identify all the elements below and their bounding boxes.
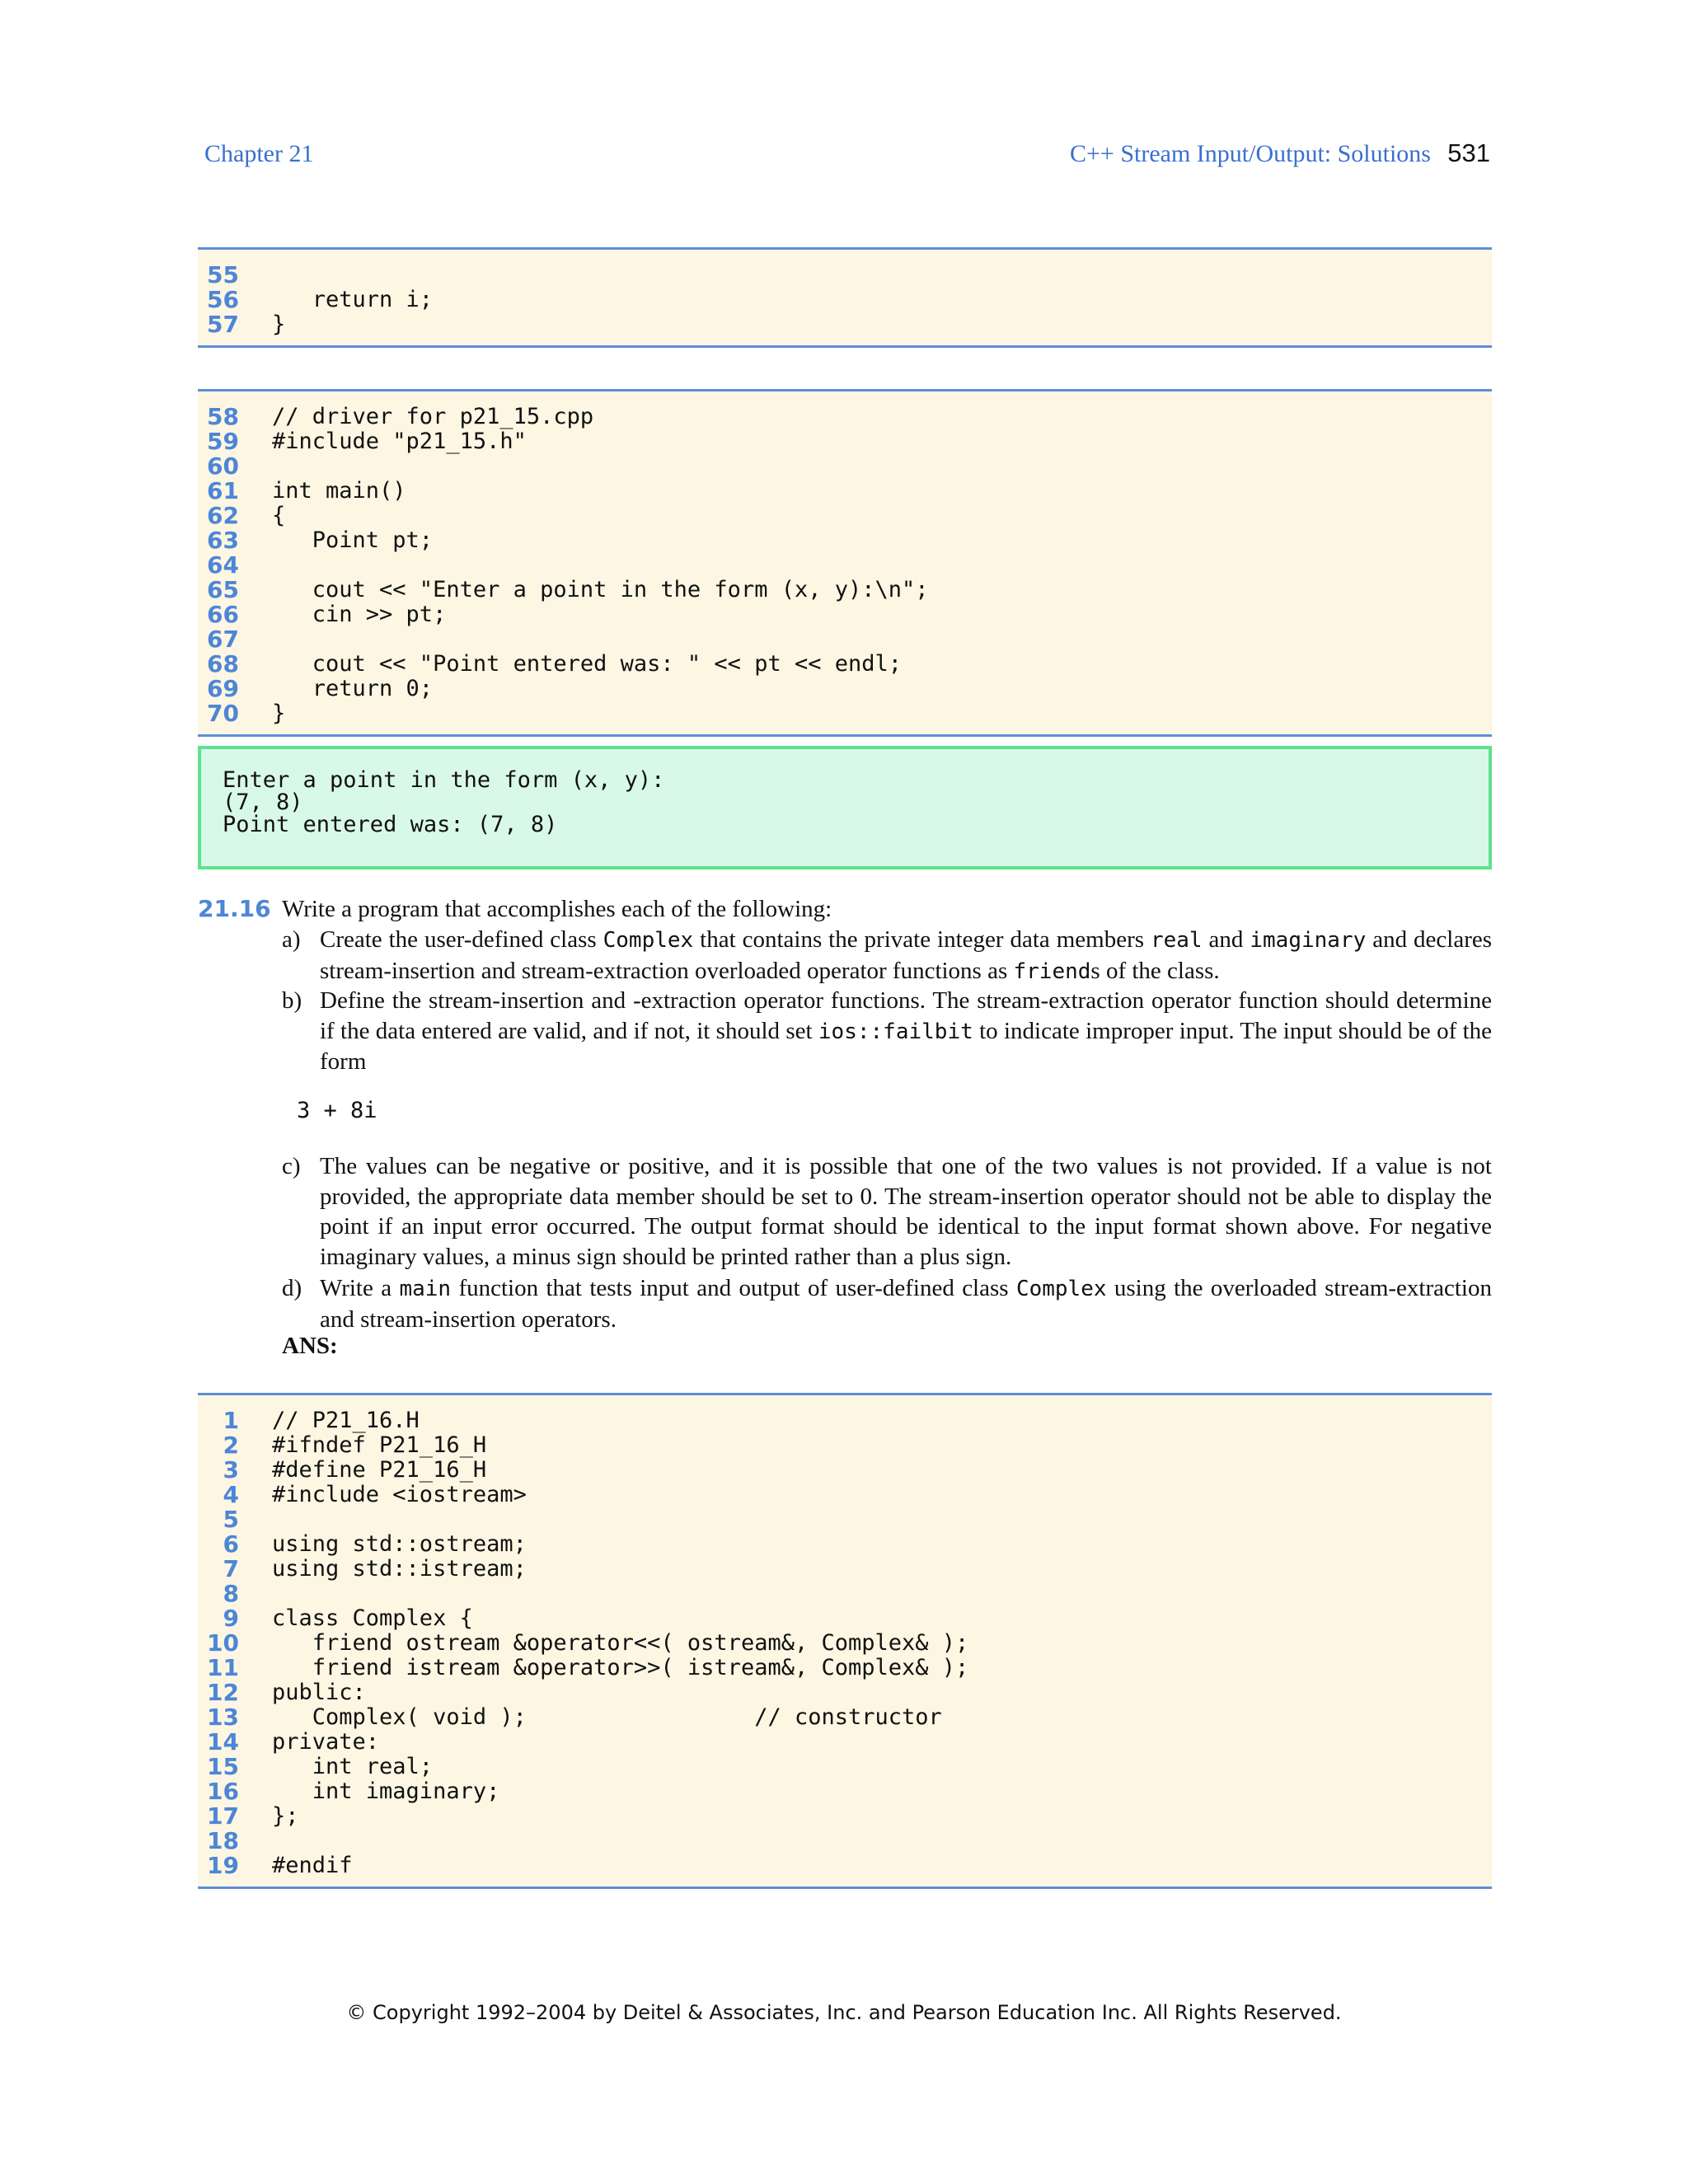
code-line bbox=[198, 578, 1492, 602]
code-listing-end-of-function bbox=[198, 247, 1492, 348]
code-listing-header-file bbox=[198, 1393, 1492, 1889]
item-text: The values can be negative or positive, and it is possible that one of the two values is not provided. If a value is not provided, the appropriate data member should be set to 0. The stream-insertion operator should not be able to display the point if an input error occurred. The output format should be identical to the input format shown above. For negative imaginary values, a minus sign should be printed rather than a plus sign. bbox=[320, 1153, 1492, 1270]
code-text: int imaginary; bbox=[272, 1779, 500, 1804]
output-line: Enter a point in the form (x, y): bbox=[223, 767, 665, 793]
line-number: 69 bbox=[207, 675, 239, 702]
line-number: 65 bbox=[207, 576, 239, 603]
line-number: 16 bbox=[207, 1778, 239, 1805]
line-number: 59 bbox=[207, 428, 239, 455]
line-number: 57 bbox=[207, 311, 239, 338]
line-number: 7 bbox=[223, 1555, 239, 1582]
chapter-label: Chapter 21 bbox=[204, 140, 314, 167]
code-line bbox=[198, 1730, 1492, 1755]
code-text: #define P21_16_H bbox=[272, 1457, 487, 1483]
code-text: #ifndef P21_16_H bbox=[272, 1432, 487, 1458]
item-letter: a) bbox=[282, 926, 301, 953]
line-number: 55 bbox=[207, 261, 239, 288]
code-line bbox=[198, 479, 1492, 504]
code-text: // driver for p21_15.cpp bbox=[272, 404, 594, 429]
code-text: return i; bbox=[272, 287, 434, 312]
line-number: 62 bbox=[207, 502, 239, 529]
line-number: 67 bbox=[207, 626, 239, 653]
line-number: 56 bbox=[207, 286, 239, 313]
code-line bbox=[198, 1408, 1492, 1433]
code-text: Point pt; bbox=[272, 527, 434, 553]
code-listing-driver bbox=[198, 389, 1492, 737]
code-line bbox=[198, 504, 1492, 528]
code-line bbox=[198, 627, 1492, 652]
code-line bbox=[198, 1854, 1492, 1878]
code-text: return 0; bbox=[272, 676, 434, 701]
code-line bbox=[198, 677, 1492, 701]
exercise-lead: Write a program that accomplishes each of the following: bbox=[282, 896, 832, 922]
code-line bbox=[198, 553, 1492, 578]
line-number: 8 bbox=[223, 1580, 239, 1607]
output-line: Point entered was: (7, 8) bbox=[223, 812, 558, 837]
code-line bbox=[198, 652, 1492, 677]
line-number: 15 bbox=[207, 1753, 239, 1780]
line-number: 3 bbox=[223, 1456, 239, 1483]
code-line bbox=[198, 1779, 1492, 1804]
program-output bbox=[198, 746, 1492, 869]
page-number: 531 bbox=[1447, 138, 1490, 167]
line-number: 58 bbox=[207, 403, 239, 430]
line-number: 17 bbox=[207, 1802, 239, 1830]
copyright-footer: © Copyright 1992–2004 by Deitel & Associates, Inc. and Pearson Education Inc. All Rights Reserved. bbox=[346, 2001, 1342, 2024]
code-text: cout << "Point entered was: " << pt << endl; bbox=[272, 651, 903, 677]
exercise-number: 21.16 bbox=[198, 895, 271, 922]
line-number: 64 bbox=[207, 551, 239, 579]
running-head bbox=[204, 140, 1490, 176]
code-line bbox=[198, 701, 1492, 726]
code-line bbox=[198, 454, 1492, 479]
code-line bbox=[198, 1804, 1492, 1829]
line-number: 68 bbox=[207, 650, 239, 677]
line-number: 63 bbox=[207, 527, 239, 554]
code-text: #endif bbox=[272, 1853, 353, 1878]
code-line bbox=[198, 1656, 1492, 1680]
code-text: #include <iostream> bbox=[272, 1482, 527, 1507]
line-number: 19 bbox=[207, 1852, 239, 1879]
line-number: 14 bbox=[207, 1728, 239, 1755]
item-letter: b) bbox=[282, 987, 302, 1014]
line-number: 10 bbox=[207, 1629, 239, 1657]
code-text: using std::istream; bbox=[272, 1556, 527, 1582]
item-text: Write a main function that tests input and output of user-defined class Complex using the overloaded stream-extraction and stream-insertion operators. bbox=[320, 1275, 1492, 1333]
line-number: 1 bbox=[223, 1407, 239, 1434]
code-text: }; bbox=[272, 1803, 299, 1829]
item-text: Create the user-defined class Complex that contains the private integer data members real and imaginary and declares stream-insertion and stream-extraction overloaded operator functions as friends of the class. bbox=[320, 926, 1493, 984]
code-text: int main() bbox=[272, 478, 406, 504]
line-number: 6 bbox=[223, 1530, 239, 1558]
output-line: (7, 8) bbox=[223, 790, 303, 815]
line-number: 4 bbox=[223, 1481, 239, 1508]
code-text: friend istream &operator>>( istream&, Complex& ); bbox=[272, 1655, 969, 1680]
code-line bbox=[198, 1458, 1492, 1483]
code-text: class Complex { bbox=[272, 1605, 473, 1631]
code-line bbox=[198, 1582, 1492, 1606]
code-line bbox=[198, 1631, 1492, 1656]
code-line bbox=[198, 1829, 1492, 1854]
code-line bbox=[198, 1606, 1492, 1631]
code-line bbox=[198, 1532, 1492, 1557]
code-line bbox=[198, 1507, 1492, 1532]
example-input: 3 + 8i bbox=[297, 1098, 377, 1123]
code-text: private: bbox=[272, 1729, 380, 1755]
code-line bbox=[198, 429, 1492, 454]
code-text: friend ostream &operator<<( ostream&, Complex& ); bbox=[272, 1630, 969, 1656]
item-text: Define the stream-insertion and -extraction operator functions. The stream-extraction operator function should determine if the data entered are valid, and if not, it should set ios::failbit to indicate improper input. The input should be of the form bbox=[320, 987, 1493, 1075]
code-line bbox=[198, 1705, 1492, 1730]
line-number: 11 bbox=[207, 1654, 239, 1681]
line-number: 18 bbox=[207, 1827, 239, 1854]
code-line bbox=[198, 1483, 1492, 1507]
line-number: 60 bbox=[207, 452, 239, 480]
code-text: using std::ostream; bbox=[272, 1531, 527, 1557]
code-line bbox=[198, 288, 1492, 312]
code-text: Complex( void ); // constructor bbox=[272, 1704, 942, 1730]
item-letter: c) bbox=[282, 1153, 301, 1179]
code-text: { bbox=[272, 503, 286, 528]
code-line bbox=[198, 528, 1492, 553]
code-line bbox=[198, 263, 1492, 288]
code-line bbox=[198, 1755, 1492, 1779]
line-number: 13 bbox=[207, 1704, 239, 1731]
code-text: // P21_16.H bbox=[272, 1408, 420, 1433]
line-number: 9 bbox=[223, 1605, 239, 1632]
code-text: int real; bbox=[272, 1754, 434, 1779]
code-line bbox=[198, 405, 1492, 429]
code-text: #include "p21_15.h" bbox=[272, 429, 527, 454]
code-line bbox=[198, 1680, 1492, 1705]
code-line bbox=[198, 602, 1492, 627]
line-number: 70 bbox=[207, 700, 239, 727]
code-text: public: bbox=[272, 1680, 366, 1705]
code-text: } bbox=[272, 312, 286, 337]
code-text: cout << "Enter a point in the form (x, y):\n"; bbox=[272, 577, 929, 602]
code-line bbox=[198, 1433, 1492, 1458]
line-number: 2 bbox=[223, 1432, 239, 1459]
code-line bbox=[198, 312, 1492, 337]
code-text: } bbox=[272, 701, 286, 726]
chapter-title: C++ Stream Input/Output: Solutions bbox=[1069, 140, 1431, 167]
line-number: 12 bbox=[207, 1679, 239, 1706]
line-number: 61 bbox=[207, 477, 239, 504]
answer-label: ANS: bbox=[282, 1333, 338, 1359]
code-text: cin >> pt; bbox=[272, 602, 447, 627]
code-line bbox=[198, 1557, 1492, 1582]
line-number: 66 bbox=[207, 601, 239, 628]
line-number: 5 bbox=[223, 1506, 239, 1533]
item-letter: d) bbox=[282, 1275, 302, 1301]
